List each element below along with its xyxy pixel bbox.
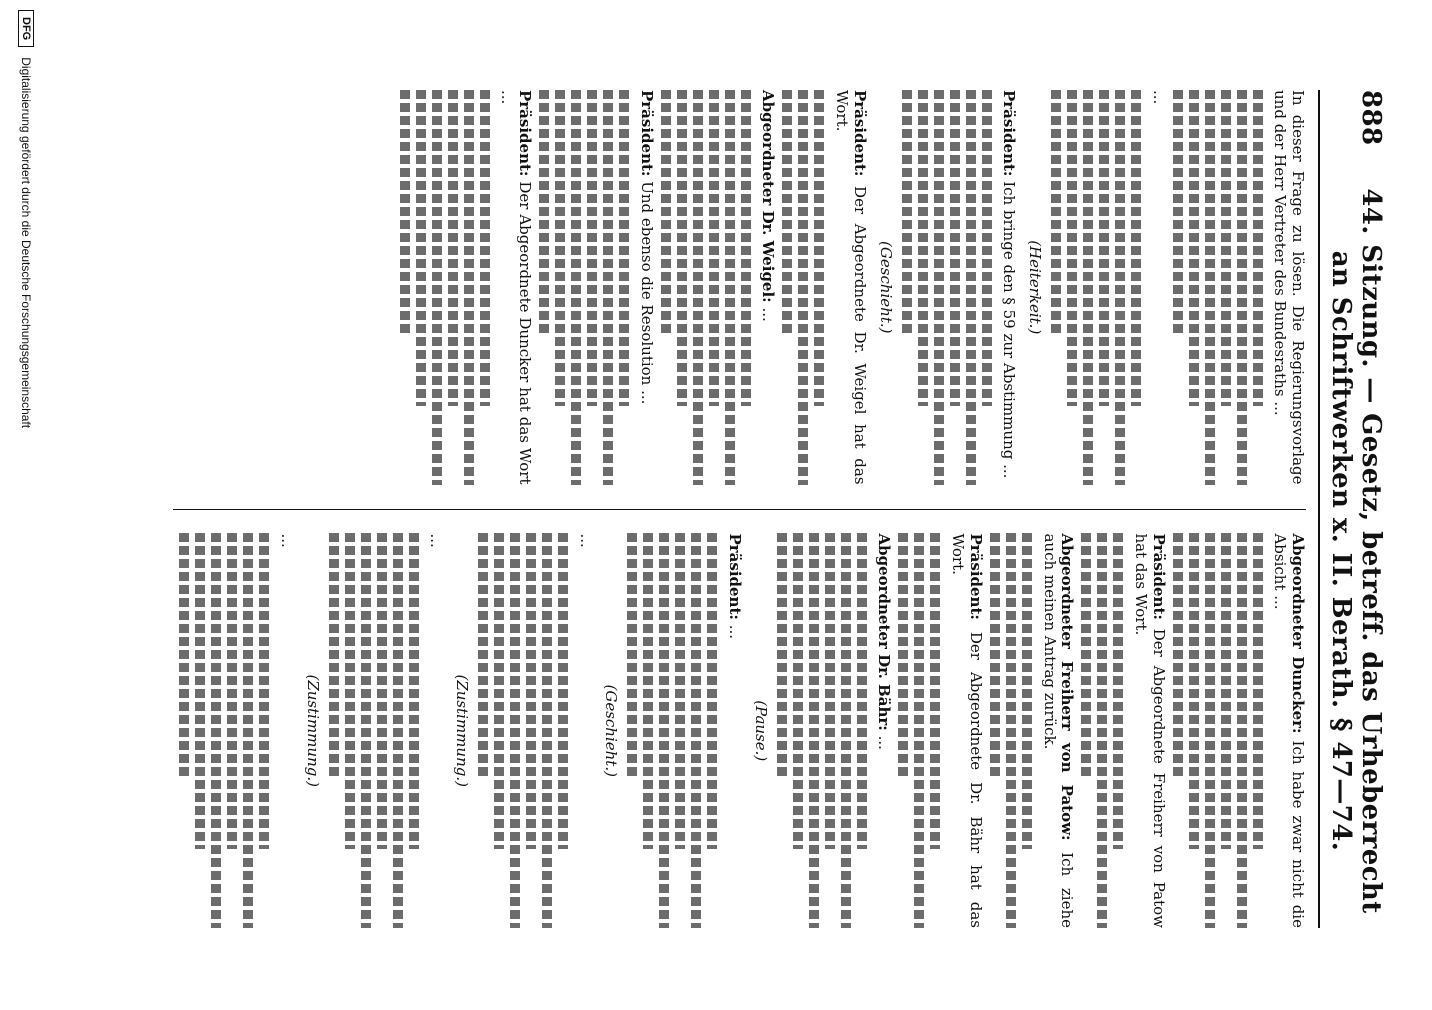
text-line-placeholder	[587, 90, 597, 406]
text-line-placeholder	[659, 533, 669, 928]
text-line-placeholder	[361, 533, 371, 928]
text-line-placeholder	[931, 533, 941, 849]
text-line-placeholder	[918, 90, 928, 406]
text-line-placeholder	[643, 533, 653, 849]
text-line-placeholder	[1051, 90, 1061, 335]
text-line-placeholder	[990, 533, 1000, 778]
text-line-placeholder	[1067, 90, 1077, 406]
text-line-placeholder	[777, 533, 787, 778]
text-line-placeholder	[400, 90, 410, 335]
text-line-placeholder	[1173, 533, 1183, 778]
speech-paragraph	[875, 533, 893, 928]
text-line-placeholder	[809, 533, 819, 928]
speaker-name: Präsident:	[1149, 533, 1168, 620]
text-line-placeholder	[377, 533, 387, 849]
digitization-footer	[18, 0, 34, 1010]
text-paragraph	[576, 533, 594, 928]
text-line-placeholder	[416, 90, 426, 406]
text-line-placeholder	[857, 533, 867, 849]
text-paragraph	[277, 533, 295, 928]
text-line-placeholder	[1081, 533, 1091, 778]
text-line-placeholder	[825, 533, 835, 849]
speech-paragraph	[498, 90, 533, 485]
text-line-placeholder	[510, 533, 520, 928]
speech-paragraph	[1131, 533, 1166, 928]
text-line-placeholder	[1113, 533, 1123, 849]
text-line-placeholder	[211, 533, 221, 928]
paragraph-text: Ich bringe den § 59 zur Abstimmung ...	[1000, 181, 1019, 479]
text-line-placeholder	[558, 533, 568, 849]
paragraph-text: ...	[1149, 90, 1168, 105]
text-line-placeholder	[707, 533, 717, 849]
speaker-name: Abgeordneter Duncker:	[1289, 533, 1307, 734]
speech-paragraph	[1000, 90, 1018, 485]
digitization-credit: Digitalisierung gefördert durch die Deutsche Forschungsgemeinschaft	[19, 57, 33, 429]
stage-direction: (Geschieht.)	[602, 684, 621, 777]
text-line-placeholder	[915, 533, 925, 928]
text-line-placeholder	[1097, 533, 1107, 928]
text-line-placeholder	[1221, 90, 1231, 406]
speaker-name: Abgeordneter Dr. Bähr:	[875, 533, 894, 731]
paragraph-text: Der Abgeordnete Duncker hat das Wort ...	[498, 90, 535, 485]
page-header	[1318, 90, 1386, 928]
stage-direction: (Pause.)	[751, 700, 770, 762]
speech-paragraph	[1271, 533, 1306, 928]
columns	[173, 90, 1306, 928]
stage-direction: (Geschieht.)	[876, 241, 895, 334]
text-line-placeholder	[982, 90, 992, 406]
text-line-placeholder	[815, 90, 825, 406]
text-line-placeholder	[725, 90, 735, 485]
text-line-placeholder	[243, 533, 253, 928]
text-line-placeholder	[1205, 533, 1215, 928]
text-paragraph	[1149, 90, 1167, 485]
text-line-placeholder	[661, 90, 671, 335]
text-line-placeholder	[603, 90, 613, 485]
text-line-placeholder	[783, 90, 793, 335]
text-line-placeholder	[539, 90, 549, 335]
text-line-placeholder	[1237, 533, 1247, 928]
text-line-placeholder	[693, 90, 703, 485]
text-line-placeholder	[899, 533, 909, 778]
text-line-placeholder	[195, 533, 205, 849]
column-divider	[173, 509, 1306, 510]
text-line-placeholder	[675, 533, 685, 849]
text-line-placeholder	[1221, 533, 1231, 849]
text-line-placeholder	[1083, 90, 1093, 485]
paragraph-text: Der Abgeordnete Freiherr von Patow hat das Wort.	[1131, 533, 1168, 928]
right-column	[173, 533, 1306, 928]
text-line-placeholder	[1189, 90, 1199, 406]
paragraph-text: ...	[726, 624, 745, 640]
paragraph-text: ...	[278, 533, 296, 548]
text-line-placeholder	[393, 533, 403, 928]
text-line-placeholder	[432, 90, 442, 485]
paragraph-text: ...	[427, 533, 446, 548]
speaker-name: Präsident:	[1000, 90, 1019, 177]
paragraph-text: Der Abgeordnete Dr. Weigel hat das Wort.	[833, 90, 869, 485]
speech-paragraph	[1040, 533, 1075, 928]
speaker-name: Präsident:	[637, 90, 656, 177]
text-line-placeholder	[709, 90, 719, 406]
stage-direction: (Zustimmung.)	[303, 674, 322, 787]
text-line-placeholder	[1131, 90, 1141, 406]
text-line-placeholder	[677, 90, 687, 406]
stage-direction: (Heiterkeit.)	[1025, 240, 1044, 335]
text-line-placeholder	[950, 90, 960, 406]
paragraph-text: Und ebenso die Resolution ...	[637, 181, 656, 405]
text-line-placeholder	[841, 533, 851, 928]
text-line-placeholder	[741, 90, 751, 406]
left-column	[173, 90, 1306, 485]
text-line-placeholder	[555, 90, 565, 406]
page-number: 888	[1356, 90, 1386, 146]
text-line-placeholder	[1115, 90, 1125, 485]
speaker-name: Abgeordneter Freiherr von Patow:	[1058, 533, 1077, 841]
speaker-name: Präsident:	[966, 533, 985, 620]
text-line-placeholder	[227, 533, 237, 849]
text-line-placeholder	[966, 90, 976, 485]
text-line-placeholder	[691, 533, 701, 928]
stage-direction: (Zustimmung.)	[453, 674, 472, 787]
text-line-placeholder	[464, 90, 474, 485]
dfg-logo: DFG	[18, 10, 34, 47]
paragraph-text: In dieser Frage zu lösen. Die Regierungsvorlage und der Herr Vertreter des Bundesraths ...	[1271, 90, 1307, 485]
paragraph-text: Ich ziehe auch meinen Antrag zurück.	[1040, 533, 1077, 928]
paragraph-text: Der Abgeordnete Dr. Bähr hat das Wort.	[949, 533, 985, 928]
speech-paragraph	[833, 90, 868, 485]
speaker-name: Präsident:	[516, 90, 535, 177]
paragraph-text: ...	[875, 735, 894, 750]
text-line-placeholder	[1253, 90, 1263, 406]
text-line-placeholder	[799, 90, 809, 485]
text-line-placeholder	[179, 533, 189, 778]
text-line-placeholder	[934, 90, 944, 485]
text-line-placeholder	[1099, 90, 1109, 406]
text-line-placeholder	[619, 90, 629, 406]
text-paragraph	[1271, 90, 1306, 485]
text-line-placeholder	[1006, 533, 1016, 928]
text-line-placeholder	[627, 533, 637, 778]
text-line-placeholder	[542, 533, 552, 928]
speech-paragraph	[949, 533, 984, 928]
paragraph-text: ...	[576, 533, 595, 548]
text-paragraph	[427, 533, 445, 928]
text-line-placeholder	[571, 90, 581, 485]
paragraph-text: ...	[759, 307, 778, 322]
speech-paragraph	[725, 533, 743, 928]
text-line-placeholder	[526, 533, 536, 849]
text-line-placeholder	[478, 533, 488, 778]
running-title: 44. Sitzung. — Gesetz, betreff. das Urheberrecht an Schriftwerken x. II. Berath. § 47—74.	[1326, 188, 1386, 914]
speaker-name: Präsident:	[726, 533, 745, 620]
speech-paragraph	[637, 90, 655, 485]
text-line-placeholder	[448, 90, 458, 406]
text-line-placeholder	[494, 533, 504, 849]
text-line-placeholder	[329, 533, 339, 778]
text-line-placeholder	[480, 90, 490, 406]
text-line-placeholder	[259, 533, 269, 849]
speaker-name: Präsident:	[850, 90, 869, 177]
text-line-placeholder	[1173, 90, 1183, 335]
text-line-placeholder	[1205, 90, 1215, 485]
text-line-placeholder	[1237, 90, 1247, 485]
text-line-placeholder	[1189, 533, 1199, 849]
text-line-placeholder	[793, 533, 803, 849]
speaker-name: Abgeordneter Dr. Weigel:	[759, 90, 778, 303]
text-line-placeholder	[1022, 533, 1032, 849]
speech-paragraph	[759, 90, 777, 485]
text-line-placeholder	[409, 533, 419, 849]
text-line-placeholder	[1253, 533, 1263, 849]
paragraph-text: Ich habe zwar nicht die Absicht ...	[1271, 533, 1307, 928]
text-line-placeholder	[345, 533, 355, 849]
text-line-placeholder	[902, 90, 912, 335]
